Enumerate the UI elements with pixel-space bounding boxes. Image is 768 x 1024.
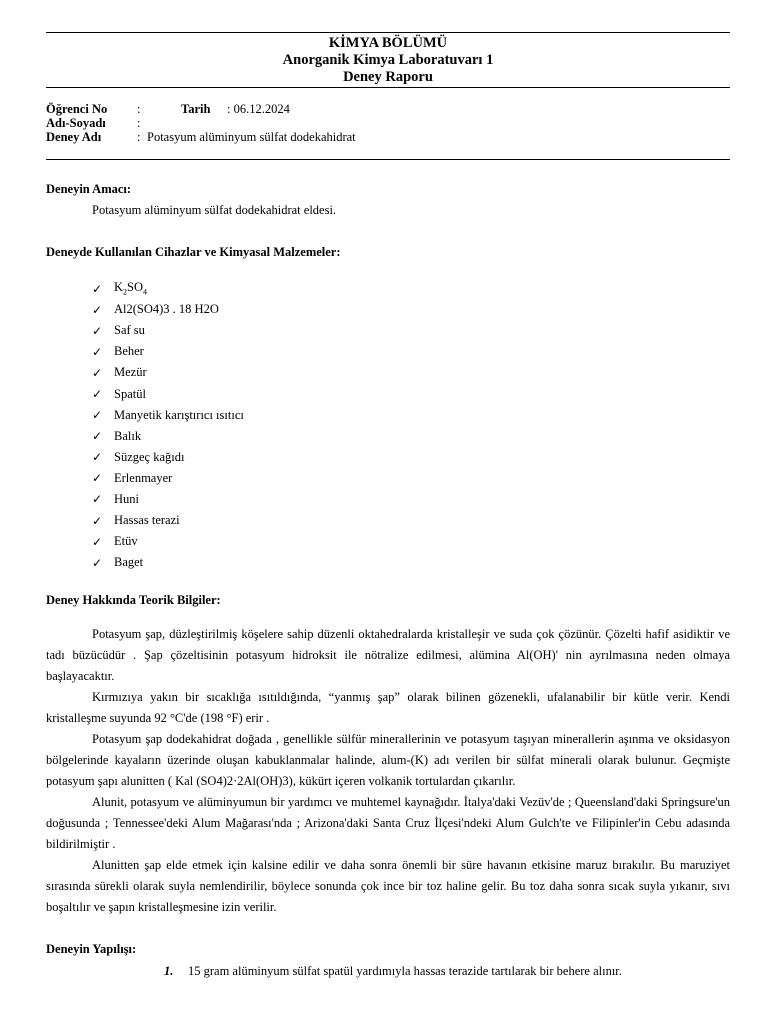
aim-title: Deneyin Amacı: bbox=[46, 182, 132, 196]
material-label: Etüv bbox=[114, 534, 138, 549]
experiment-name-label: Deney Adı bbox=[46, 130, 102, 144]
checkmark-icon: ✓ bbox=[92, 513, 103, 528]
list-item bbox=[46, 341, 730, 362]
department-title: KİMYA BÖLÜMÜ bbox=[328, 35, 448, 51]
checkmark-icon: ✓ bbox=[92, 471, 103, 486]
checkmark-icon: ✓ bbox=[92, 302, 103, 317]
material-label: Balık bbox=[114, 428, 142, 443]
list-item bbox=[46, 426, 730, 447]
material-label: Süzgeç kağıdı bbox=[114, 449, 185, 464]
material-label: Manyetik karıştırıcı ısıtıcı bbox=[114, 407, 244, 422]
checkmark-icon: ✓ bbox=[92, 323, 103, 338]
theory-title: Deney Hakkında Teorik Bilgiler: bbox=[46, 593, 221, 608]
student-info bbox=[46, 102, 730, 144]
info-row-experiment bbox=[46, 130, 730, 144]
material-label: Saf su bbox=[114, 323, 145, 338]
checkmark-icon: ✓ bbox=[92, 281, 103, 296]
material-label: Hassas terazi bbox=[114, 513, 180, 528]
student-no-label: Öğrenci No bbox=[46, 102, 108, 116]
list-item bbox=[46, 320, 730, 341]
colon: : bbox=[137, 102, 141, 116]
material-label: Al2(SO4)3 . 18 H2O bbox=[114, 302, 219, 317]
report-title: Deney Raporu bbox=[343, 69, 433, 85]
material-label: Huni bbox=[114, 491, 139, 506]
list-item bbox=[46, 362, 730, 383]
material-label: Mezür bbox=[114, 365, 147, 380]
colon: : bbox=[137, 116, 141, 130]
material-label: Erlenmayer bbox=[114, 470, 173, 485]
report-header bbox=[46, 33, 730, 87]
step-text: 15 gram alüminyum sülfat spatül yardımıyla hassas terazide tartılarak bir behere alınır. bbox=[188, 964, 622, 979]
checkmark-icon: ✓ bbox=[92, 492, 103, 507]
date-value: : 06.12.2024 bbox=[227, 102, 290, 116]
theory-paragraph: Kırmızıya yakın bir sıcaklığa ısıtıldığında, “yanmış şap” olarak bilinen gözenekli, ufalanabilir bir kütle verir. Kendi kristalleşme suyunda 92 °C'de (198 °F) erir . bbox=[46, 690, 730, 726]
checkmark-icon: ✓ bbox=[92, 344, 103, 359]
list-item bbox=[46, 278, 730, 299]
materials-list bbox=[46, 278, 730, 573]
list-item bbox=[46, 405, 730, 426]
procedure-steps bbox=[46, 963, 730, 979]
list-item bbox=[46, 510, 730, 531]
checkmark-icon: ✓ bbox=[92, 534, 103, 549]
procedure-title: Deneyin Yapılışı: bbox=[46, 942, 137, 957]
date-label: Tarih bbox=[181, 102, 211, 116]
theory-body bbox=[46, 624, 730, 918]
course-title: Anorganik Kimya Laboratuvarı 1 bbox=[282, 52, 494, 68]
theory-paragraph: Alunitten şap elde etmek için kalsine edilir ve daha sonra önemli bir süre havanın etkisine maruz bırakılır. Bu maruziyet sırasında sürekli olarak suyla nemlendirilir, böylece sonunda çok ince bir toz haline gelir. Bu toz daha sonra sıcak suyla yıkanır, sıvı boşaltılır ve şapın kristalleşmesine izin verilir. bbox=[46, 858, 730, 915]
theory-paragraph: Potasyum şap dodekahidrat doğada , genellikle sülfür minerallerinin ve potasyum taşıyan minerallerin aşınma ve oksidasyon bölgelerinde kayaların üzerinde oluşan kabuklanmalar halinde, alum-(K) adı verilen bir sülfat minerali olarak bulunur. Geçmişte potasyum şapı alunitten ( Kal (SO4)2·2Al(OH)3), kükürt içeren volkanik tortulardan çıkarılır. bbox=[46, 732, 730, 789]
list-item bbox=[46, 447, 730, 468]
list-item bbox=[46, 489, 730, 510]
checkmark-icon: ✓ bbox=[92, 365, 103, 380]
checkmark-icon: ✓ bbox=[92, 429, 103, 444]
header-rule bbox=[46, 87, 730, 88]
colon: : bbox=[137, 130, 141, 144]
materials-title: Deneyde Kullanılan Cihazlar ve Kimyasal Malzemeler: bbox=[46, 245, 341, 259]
info-row-student-no bbox=[46, 102, 730, 116]
step-number: 1. bbox=[164, 964, 174, 979]
list-item bbox=[46, 383, 730, 404]
experiment-name-value: Potasyum alüminyum sülfat dodekahidrat bbox=[147, 130, 356, 144]
theory-paragraph: Alunit, potasyum ve alüminyumun bir yardımcı ve muhtemel kaynağıdır. İtalya'daki Vezüv'de ; Queensland'daki Springsure'un doğusunda ; Tennessee'deki Alum Mağarası'nda ; Arizona'daki Santa Cruz İlçesi'ndeki Alum Gulch'te ve Filipinler'in Cebu adasında bildirilmiştir . bbox=[46, 795, 730, 852]
material-label: Beher bbox=[114, 344, 144, 359]
list-item bbox=[46, 531, 730, 552]
checkmark-icon: ✓ bbox=[92, 408, 103, 423]
checkmark-icon: ✓ bbox=[92, 450, 103, 465]
material-k2so4: $K_2SO_4$ bbox=[114, 280, 148, 297]
material-label: Baget bbox=[114, 555, 144, 570]
info-row-name bbox=[46, 116, 730, 130]
list-item bbox=[46, 468, 730, 489]
list-item bbox=[46, 299, 730, 320]
checkmark-icon: ✓ bbox=[92, 555, 103, 570]
report-page bbox=[46, 32, 730, 979]
name-label: Adı-Soyadı bbox=[46, 116, 106, 130]
checkmark-icon: ✓ bbox=[92, 387, 103, 402]
theory-paragraph: Potasyum şap, düzleştirilmiş köşelere sahip düzenli oktahedralarda kristalleşir ve suda çok çözünür. Çözelti hafif asidiktir ve tadı büzücüdür . Şap çözeltisinin potasyum hidroksit ile nötralize edilmesi, alümina Al(OH)' nin ayrılmasına neden olmaya başlayacaktır. bbox=[46, 627, 730, 684]
procedure-step bbox=[46, 963, 730, 979]
list-item bbox=[46, 552, 730, 573]
material-label: Spatül bbox=[114, 386, 146, 401]
info-rule bbox=[46, 159, 730, 160]
aim-text: Potasyum alüminyum sülfat dodekahidrat eldesi. bbox=[92, 203, 337, 217]
